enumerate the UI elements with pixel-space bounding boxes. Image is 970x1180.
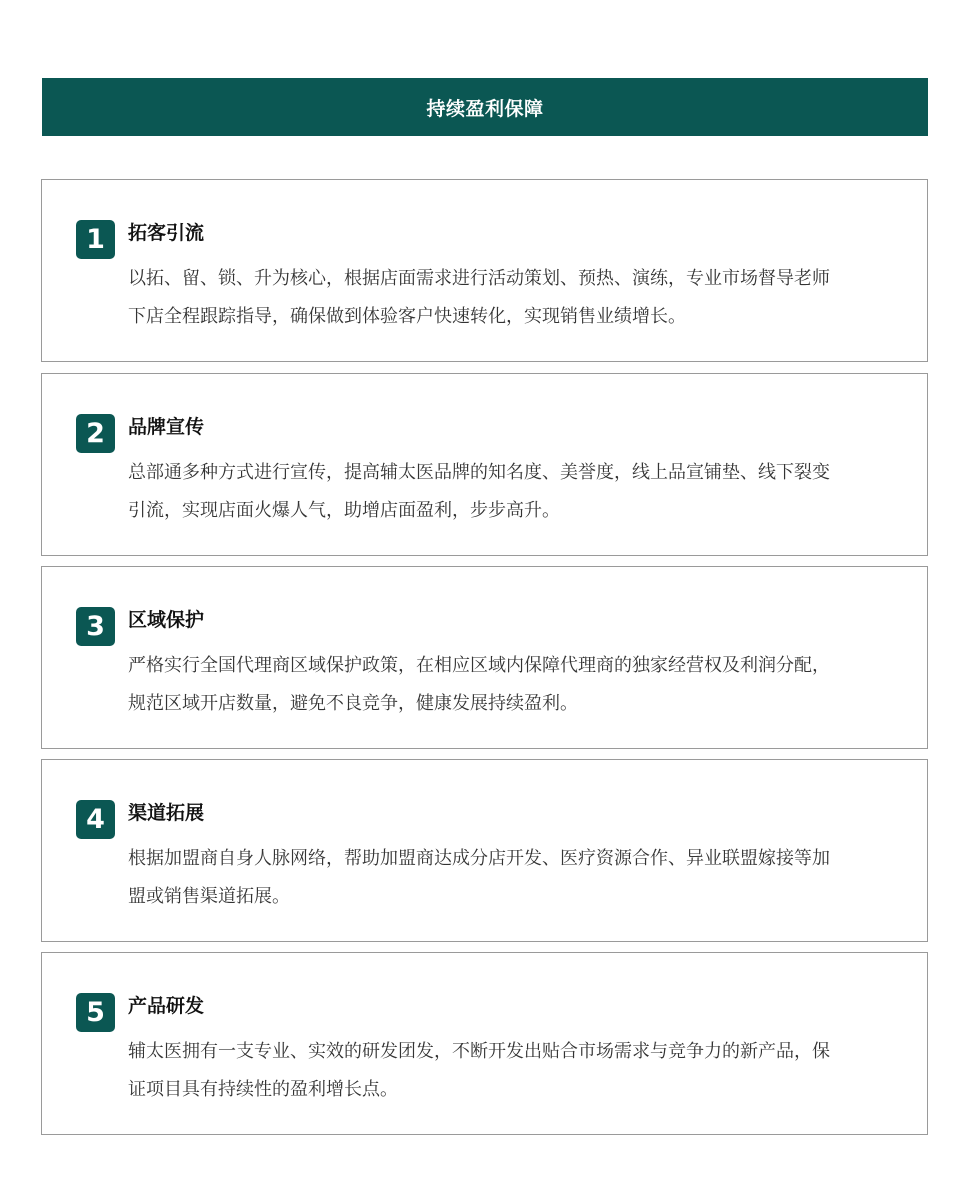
number-badge: 5 bbox=[76, 993, 115, 1032]
feature-card-channel-expansion bbox=[41, 759, 928, 942]
card-title: 渠道拓展 bbox=[128, 802, 205, 824]
card-description: 以拓、留、锁、升为核心，根据店面需求进行活动策划、预热、演练，专业市场督导老师下店全程跟踪指导，确保做到体验客户快速转化，实现销售业绩增长。 bbox=[128, 268, 830, 327]
card-description: 严格实行全国代理商区域保护政策，在相应区域内保障代理商的独家经营权及利润分配，规范区域开店数量，避免不良竞争，健康发展持续盈利。 bbox=[128, 655, 830, 714]
card-title: 品牌宣传 bbox=[128, 416, 205, 438]
card-title: 拓客引流 bbox=[128, 222, 205, 244]
number-badge: 3 bbox=[76, 607, 115, 646]
feature-card-brand-promotion bbox=[41, 373, 928, 556]
feature-card-customer-acquisition bbox=[41, 179, 928, 362]
card-title: 产品研发 bbox=[128, 995, 205, 1017]
card-description: 辅太医拥有一支专业、实效的研发团发，不断开发出贴合市场需求与竞争力的新产品，保证项目具有持续性的盈利增长点。 bbox=[128, 1041, 830, 1100]
page-title: 持续盈利保障 bbox=[426, 97, 544, 120]
number-badge: 1 bbox=[76, 220, 115, 259]
number-badge: 2 bbox=[76, 414, 115, 453]
card-description: 根据加盟商自身人脉网络，帮助加盟商达成分店开发、医疗资源合作、异业联盟嫁接等加盟或销售渠道拓展。 bbox=[128, 848, 830, 907]
number-badge: 4 bbox=[76, 800, 115, 839]
header-banner bbox=[42, 78, 928, 136]
feature-card-region-protection bbox=[41, 566, 928, 749]
card-description: 总部通多种方式进行宣传，提高辅太医品牌的知名度、美誉度，线上品宣铺垫、线下裂变引流，实现店面火爆人气，助增店面盈利，步步高升。 bbox=[128, 462, 830, 521]
feature-card-product-rd bbox=[41, 952, 928, 1135]
card-title: 区域保护 bbox=[128, 609, 205, 631]
